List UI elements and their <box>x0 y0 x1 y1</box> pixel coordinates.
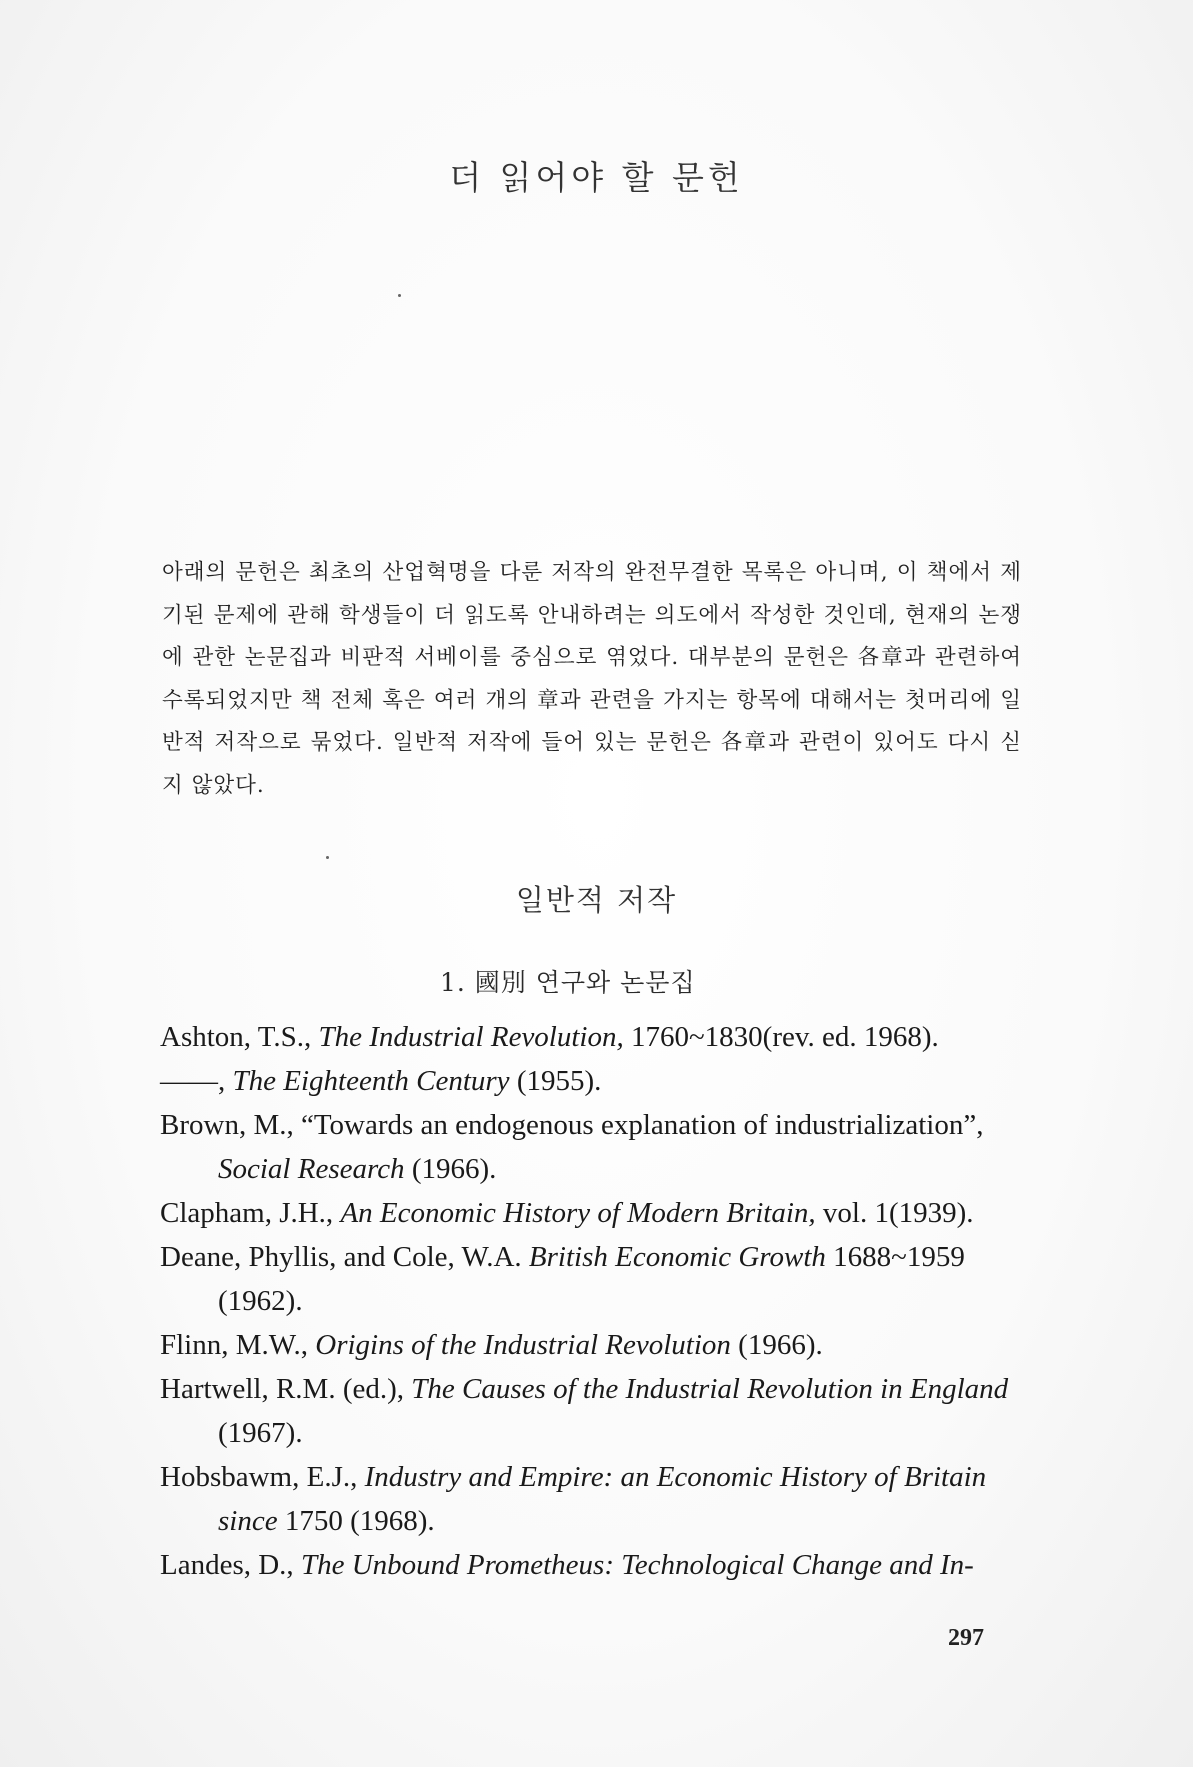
ref-details: (1955). <box>516 1065 602 1097</box>
ref-author: Flinn, M.W., <box>160 1329 316 1361</box>
ref-title: Social Research <box>218 1153 412 1185</box>
ref-title: The Eighteenth Century <box>232 1065 517 1097</box>
ref-author: Landes, D., <box>160 1549 301 1581</box>
section-title: 일반적 저작 <box>515 883 678 917</box>
reference-entry <box>160 1323 1020 1367</box>
ref-details: vol. 1(1939). <box>822 1197 974 1229</box>
reference-entry <box>160 1103 1020 1191</box>
ref-details: 1750 (1968). <box>284 1505 435 1537</box>
reference-entry <box>160 1015 1020 1059</box>
ref-title: The Causes of the Industrial Revolution in England <box>411 1373 1009 1405</box>
page-title: 더 읽어야 할 문헌 <box>449 158 744 197</box>
ref-title: The Industrial Revolution, <box>318 1021 631 1053</box>
reference-entry <box>160 1455 1020 1543</box>
ref-details: 1760~1830(rev. ed. 1968). <box>630 1021 939 1053</box>
reference-entry <box>160 1191 1020 1235</box>
subsection-title: 1. 國別 연구와 논문집 <box>440 968 696 997</box>
reference-entry <box>160 1367 1020 1455</box>
page-number: 297 <box>948 1625 984 1651</box>
reference-entry <box>160 1543 1020 1587</box>
reference-entry <box>160 1235 1020 1323</box>
ref-details: (1967). <box>218 1417 303 1449</box>
ref-author: Deane, Phyllis, and Cole, W.A. <box>160 1241 529 1273</box>
ref-author: Ashton, T.S., <box>160 1021 319 1053</box>
intro-paragraph: 아래의 문헌은 최초의 산업혁명을 다룬 저작의 완전무결한 목록은 아니며, 이 책에서 제기된 문제에 관해 학생들이 더 읽도록 안내하려는 의도에서 작성한 것인데, 현재의 논쟁에 관한 논문집과 비판적 서베이를 중심으로 엮었다. 대부분의 문헌은 各章과 관련하여 수록되었지만 책 전체 혹은 여러 개의 章과 관련을 가지는 항목에 대해서는 첫머리에 일반적 저작으로 묶었다. 일반적 저작에 들어 있는 문헌은 各章과 관련이 있어도 다시 싣지 않았다. <box>162 560 1022 798</box>
speck-mark <box>398 294 401 297</box>
reference-entry <box>160 1059 1020 1103</box>
ref-details: (1966). <box>738 1329 823 1361</box>
ref-author: Clapham, J.H., <box>160 1197 341 1229</box>
ref-title: An Economic History of Modern Britain, <box>340 1197 823 1229</box>
ref-title: The Unbound Prometheus: Technological Change and In- <box>300 1549 974 1581</box>
ref-details: (1966). <box>411 1153 497 1185</box>
ref-title: Industry and Empire: an Economic History of Britain since <box>218 1461 987 1537</box>
reference-list <box>160 1015 1020 1587</box>
ref-author: Brown, M., “Towards an endogenous explanation of industrialization”, <box>160 1109 984 1141</box>
ref-details: 1688~1959 (1962). <box>218 1241 965 1317</box>
ref-author: Hartwell, R.M. (ed.), <box>160 1373 412 1405</box>
ref-author: Hobsbawm, E.J., <box>160 1461 365 1493</box>
speck-mark <box>326 856 329 859</box>
ref-title: Origins of the Industrial Revolution <box>315 1329 739 1361</box>
ref-author: ——, <box>160 1065 233 1097</box>
ref-title: British Economic Growth <box>528 1241 834 1273</box>
